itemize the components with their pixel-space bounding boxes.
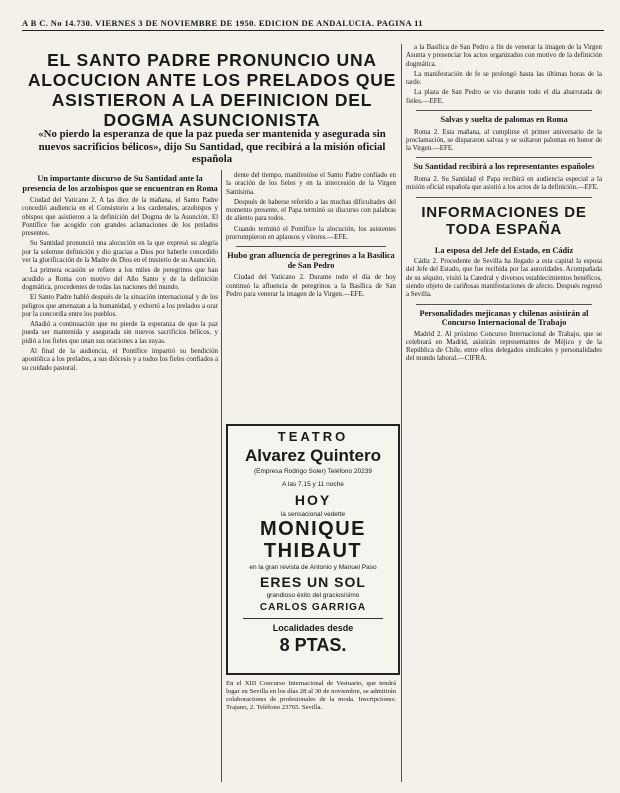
theatre-advertisement [226, 424, 400, 675]
column-1-title: Un importante discurso de Su Santidad ante la presencia de los arzobispos que se encuentran en Roma [22, 174, 218, 193]
column-1-paragraph: Al final de la audiencia, el Pontífice impartió su bendición apostólica a los prelados, a sus diócesis y a todos los fieles confiados a su cuidado pastoral. [22, 348, 218, 372]
ad-presents: la sensacional vedette [280, 510, 346, 518]
section-separator [416, 157, 592, 158]
ad-hoy: HOY [294, 492, 332, 509]
page-header: A B C. No 14.730. VIERNES 3 DE NOVIEMBRE DE 1950. EDICION DE ANDALUCIA. PAGINA 11 [22, 18, 423, 28]
column-3 [406, 44, 602, 782]
column-3-paragraph: La plaza de San Pedro se vio durante todo el día abarrotada de fieles.—EFE. [406, 89, 602, 105]
column-3-paragraph: Roma 2. Su Santidad el Papa recibirá en audiencia especial a la misión oficial española que asistió a los actos de la definición.—EFE. [406, 175, 602, 192]
column-1-paragraph: Ciudad del Vaticano 2. A las diez de la mañana, el Santo Padre concedió audiencia en el Consistorio a los cardenales, arzobispos y obispos que asistieron a la definición del Dogma de la Asunción. El Pontífice fue acogido con grandes aclamaciones de los prelados presentes. [22, 197, 218, 238]
ad-company: (Empresa Rodrigo Soler) Teléfono 20239 [253, 467, 373, 475]
column-3-section-title: Salvas y suelta de palomas en Roma [440, 115, 568, 125]
ad-actor-name: CARLOS GARRIGA [259, 602, 367, 614]
column-2 [226, 172, 396, 420]
ad-star-first: MONIQUE [259, 517, 367, 540]
column-3-paragraph: Roma 2. Esta mañana, al cumplirse el primer aniversario de la proclamación, se dispararon salvas y se soltaron palomas en honor de la Virgen.—EFE. [406, 128, 602, 153]
column-divider [401, 44, 402, 782]
ad-label: TEATRO [277, 429, 349, 444]
ad-price: 8 PTAS. [279, 635, 347, 656]
section-separator [416, 304, 592, 305]
column-3-paragraph: La manifestación de fe se prolongó hasta las últimas horas de la tarde. [406, 70, 602, 87]
column-1-paragraph: La primera ocasión se refiere a los miles de peregrinos que han acudido a Roma con motivo del Año Santo y de la definición dogmática, procedentes de todas las naciones del mundo. [22, 267, 218, 291]
column-2-paragraph: Ciudad del Vaticano 2. Durante todo el día de hoy continuó la afluencia de peregrinos a la Basílica de San Pedro para venerar la imagen de la Virgen.—EFE. [226, 274, 396, 298]
column-3-section-title: Su Santidad recibirá a los representantes españoles [413, 162, 595, 172]
ad-divider [243, 618, 383, 619]
column-3-paragraph: Cádiz 2. Procedente de Sevilla ha llegado a esta capital la esposa del Jefe del Estado, que fue recibida por las autoridades. Acompañada de su séquito, visitó la Catedral y diversos establecimientos benéficos, siendo objeto de cariñosas manifestaciones de afecto. Después regresó a Sevilla. [406, 258, 602, 299]
column-2-paragraph: dente del tiempo, manifestóse el Santo Padre confiado en la oración de los fieles y en la intercesión de la Virgen Santísima. [226, 172, 396, 196]
ad-theatre-name: Alvarez Quintero [244, 446, 382, 466]
section-separator [236, 246, 386, 247]
regional-news-title: INFORMACIONES DE TODA ESPAÑA [421, 203, 587, 238]
header-rule [22, 30, 604, 31]
column-1-paragraph: Su Santidad pronunció una alocución en la que expresó su alegría por la solemne definición y dio gracias a Dios por haberle concedido ver la glorificación de la Madre de Dios en el misterio de su Asunción. [22, 240, 218, 265]
column-3-section-title: Personalidades mejicanas y chilenas asistirán al Concurso Internacional de Trabajo [419, 308, 589, 328]
contest-note: En el XIII Concurso Internacional de Vestuario, que tendrá lugar en Sevilla en los días 28 al 30 de noviembre, se admitirán colaboraciones de profesionales de la moda. Inscripciones: Trajano, 2. Teléfono 23765. Sevilla. [226, 680, 396, 711]
column-1-paragraph: El Santo Padre habló después de la situación internacional y de los peligros que amenazan a la humanidad, y exhortó a los prelados a orar por la concordia entre los pueblos. [22, 294, 218, 318]
column-divider [221, 170, 222, 782]
column-3-paragraph: a la Basílica de San Pedro a fin de venerar la imagen de la Virgen Asunta y presenciar los actos organizados con motivo de la definición dogmática. [406, 44, 602, 68]
ad-price-label: Localidades desde [272, 623, 354, 634]
column-2-paragraph: Después de haberse referido a las muchas dificultades del momento presente, el Papa terminó su discurso con palabras de aliento para todos. [226, 198, 396, 223]
ad-actor-intro: grandioso éxito del graciosísimo [266, 592, 360, 600]
section-separator [416, 110, 592, 111]
section-separator [416, 197, 592, 198]
ad-revue: en la gran revista de Antonio y Manuel Paso [249, 563, 377, 571]
ad-schedule: A las 7.15 y 11 noche [282, 481, 344, 489]
main-subheadline: «No pierdo la esperanza de que la paz pueda ser mantenida y asegurada sin nuevos sacrificios bélicos», dijo Su Santidad, que recibirá a la misión oficial española [38, 128, 386, 165]
ad-star-last: THIBAUT [263, 539, 363, 562]
column-1-paragraph: Añadió a continuación que no pierde la esperanza de que la paz pueda ser mantenida y asegurada sin nuevos sacrificios bélicos, y pidió a los fieles que unan sus oraciones a las suyas. [22, 321, 218, 345]
ad-show-title: ERES UN SOL [260, 573, 366, 590]
column-2-section-title: Hubo gran afluencia de peregrinos a la Basílica de San Pedro [227, 251, 395, 270]
column-3-paragraph: Madrid 2. Al próximo Concurso Internacional de Trabajo, que se celebrará en Madrid, asistirán representantes de Méjico y de la República de Chile, entre ellos delegados sindicales y personalidades del mundo laboral.—CIFRA. [406, 330, 602, 363]
column-3-section-title: La esposa del Jefe del Estado, en Cádiz [434, 245, 574, 255]
main-headline: EL SANTO PADRE PRONUNCIO UNA ALOCUCION ANTE LOS PRELADOS QUE ASISTIERON A LA DEFINICION DEL DOGMA ASUNCIONISTA [27, 50, 397, 130]
column-1 [22, 172, 218, 782]
column-2-paragraph: Cuando terminó el Pontífice la alocución, los asistentes prorrumpieron en aplausos y vítores.—EFE. [226, 225, 396, 242]
